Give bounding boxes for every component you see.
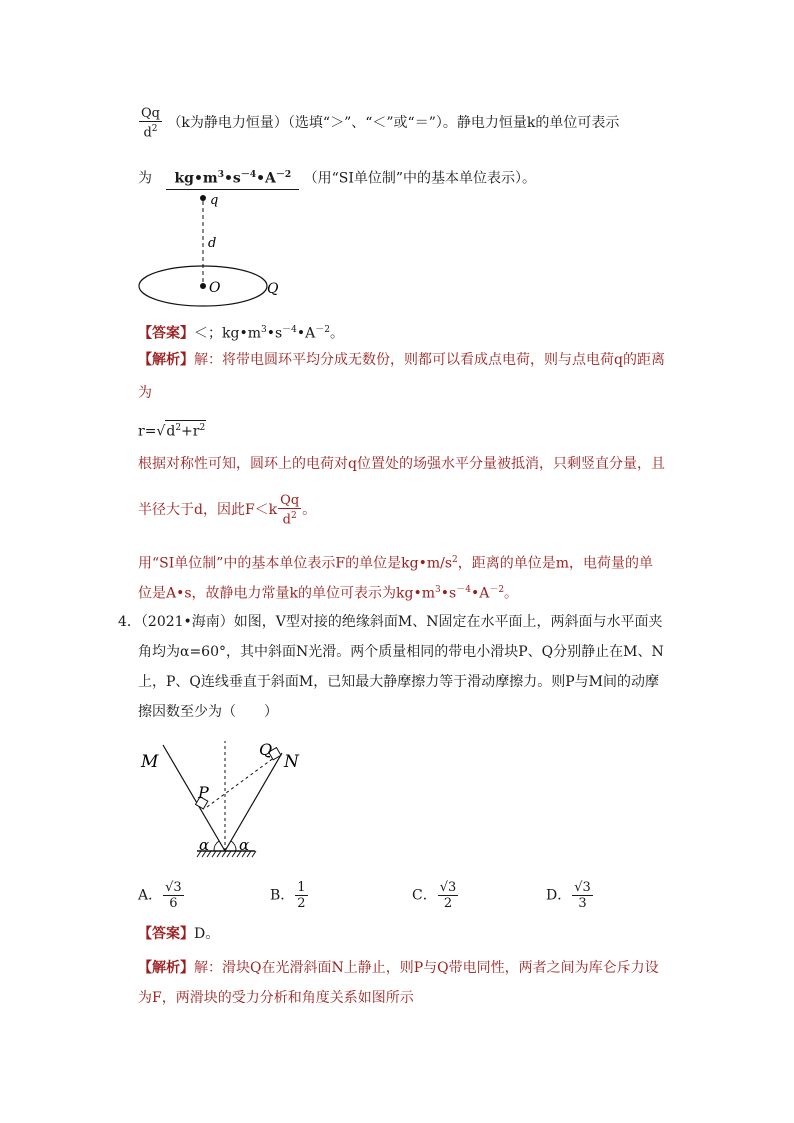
explanation-2-line-2: 为F，两滑块的受力分析和角度关系如图所示 <box>138 990 414 1006</box>
angle-arc-right <box>231 841 236 851</box>
incline-N <box>225 753 282 851</box>
answer-2: 【答案】D。 <box>138 926 220 942</box>
question-4-line-3: 上，P、Q连线垂直于斜面M，已知最大静摩擦力等于滑动摩擦力。则P与M间的动摩 <box>138 674 659 690</box>
label-N: N <box>284 752 299 772</box>
point-charge-q <box>200 195 206 201</box>
question-4-line-2: 角均为α=60°，其中斜面N光滑。两个质量相同的带电小滑块P、Q分别静止在M、N <box>138 644 664 660</box>
label-P: P <box>198 783 209 802</box>
explanation-1-line-4: 半径大于d，因此F＜k $\frac{Qq}{d^2}$ 。 <box>138 493 317 528</box>
ring-charge-figure <box>130 190 290 315</box>
label-Q: Q <box>259 740 273 759</box>
question-4-line-1: 4．（2021•海南）如图，V型对接的绝缘斜面M、N固定在水平面上，两斜面与水平面夹 <box>118 614 663 630</box>
answer-1: 【答案】＜；$kg•m^3•s^{-4}•A^{-2}$。 <box>138 325 345 342</box>
explanation-2-line-1: 【解析】解：滑块Q在光滑斜面N上静止，则P与Q带电同性，两者之间为库仑斥力设 <box>138 960 659 976</box>
angle-arc-left <box>214 841 219 851</box>
fraction-qq-over-d2: $\frac{Qq}{d^2}$ <box>141 106 160 141</box>
label-alpha-right: α <box>239 836 250 854</box>
answer-blank: $kg•m^3•s^{-4}•A^{-2}$ <box>166 165 299 190</box>
incline-M <box>163 745 225 851</box>
option-A[interactable]: A． $\frac{√3}{6}$ <box>138 880 182 911</box>
label-Q: Q <box>267 281 279 297</box>
label-alpha-left: α <box>199 836 210 854</box>
stem-line-1: $\frac{Qq}{d^2}$ （k为静电力恒量）（选填“＞”、“＜”或“＝”）。静电力恒量k的单位可表示 <box>141 106 620 141</box>
label-d: d <box>208 236 217 251</box>
option-D[interactable]: D． $\frac{√3}{3}$ <box>546 880 591 911</box>
question-4-line-4: 擦因数至少为（ ） <box>138 704 278 720</box>
ring-center-point <box>200 283 206 289</box>
label-O: O <box>209 280 221 296</box>
radius-formula: $r=√d^2+r^2$ <box>138 420 206 442</box>
explanation-1-line-2: 为 <box>138 385 152 401</box>
v-incline-figure <box>135 735 305 865</box>
label-q: q <box>210 193 219 208</box>
label-M: M <box>141 752 159 772</box>
explanation-1-line-1: 【解析】解：将带电圆环平均分成无数份，则都可以看成点电荷，则与点电荷q的距离 <box>138 352 665 368</box>
explanation-1-line-5: 用“SI单位制”中的基本单位表示F的单位是$kg•m/s^2$，距离的单位是m，电荷量的单 <box>138 555 654 572</box>
explanation-1-line-3: 根据对称性可知，圆环上的电荷对q位置处的场强水平分量被抵消，只剩竖直分量，且 <box>138 456 665 472</box>
explanation-1-line-6: 位是A•s，故静电力常量k的单位可表示为$kg•m^3•s^{-4}•A^{-2}$。 <box>138 585 519 602</box>
stem-line-2: 为 $kg•m^3•s^{-4}•A^{-2}$ （用“SI单位制”中的基本单位表示）。 <box>138 165 536 190</box>
option-C[interactable]: C． $\frac{√3}{2}$ <box>412 880 457 911</box>
option-B[interactable]: B． $\frac{1}{2}$ <box>270 880 306 911</box>
